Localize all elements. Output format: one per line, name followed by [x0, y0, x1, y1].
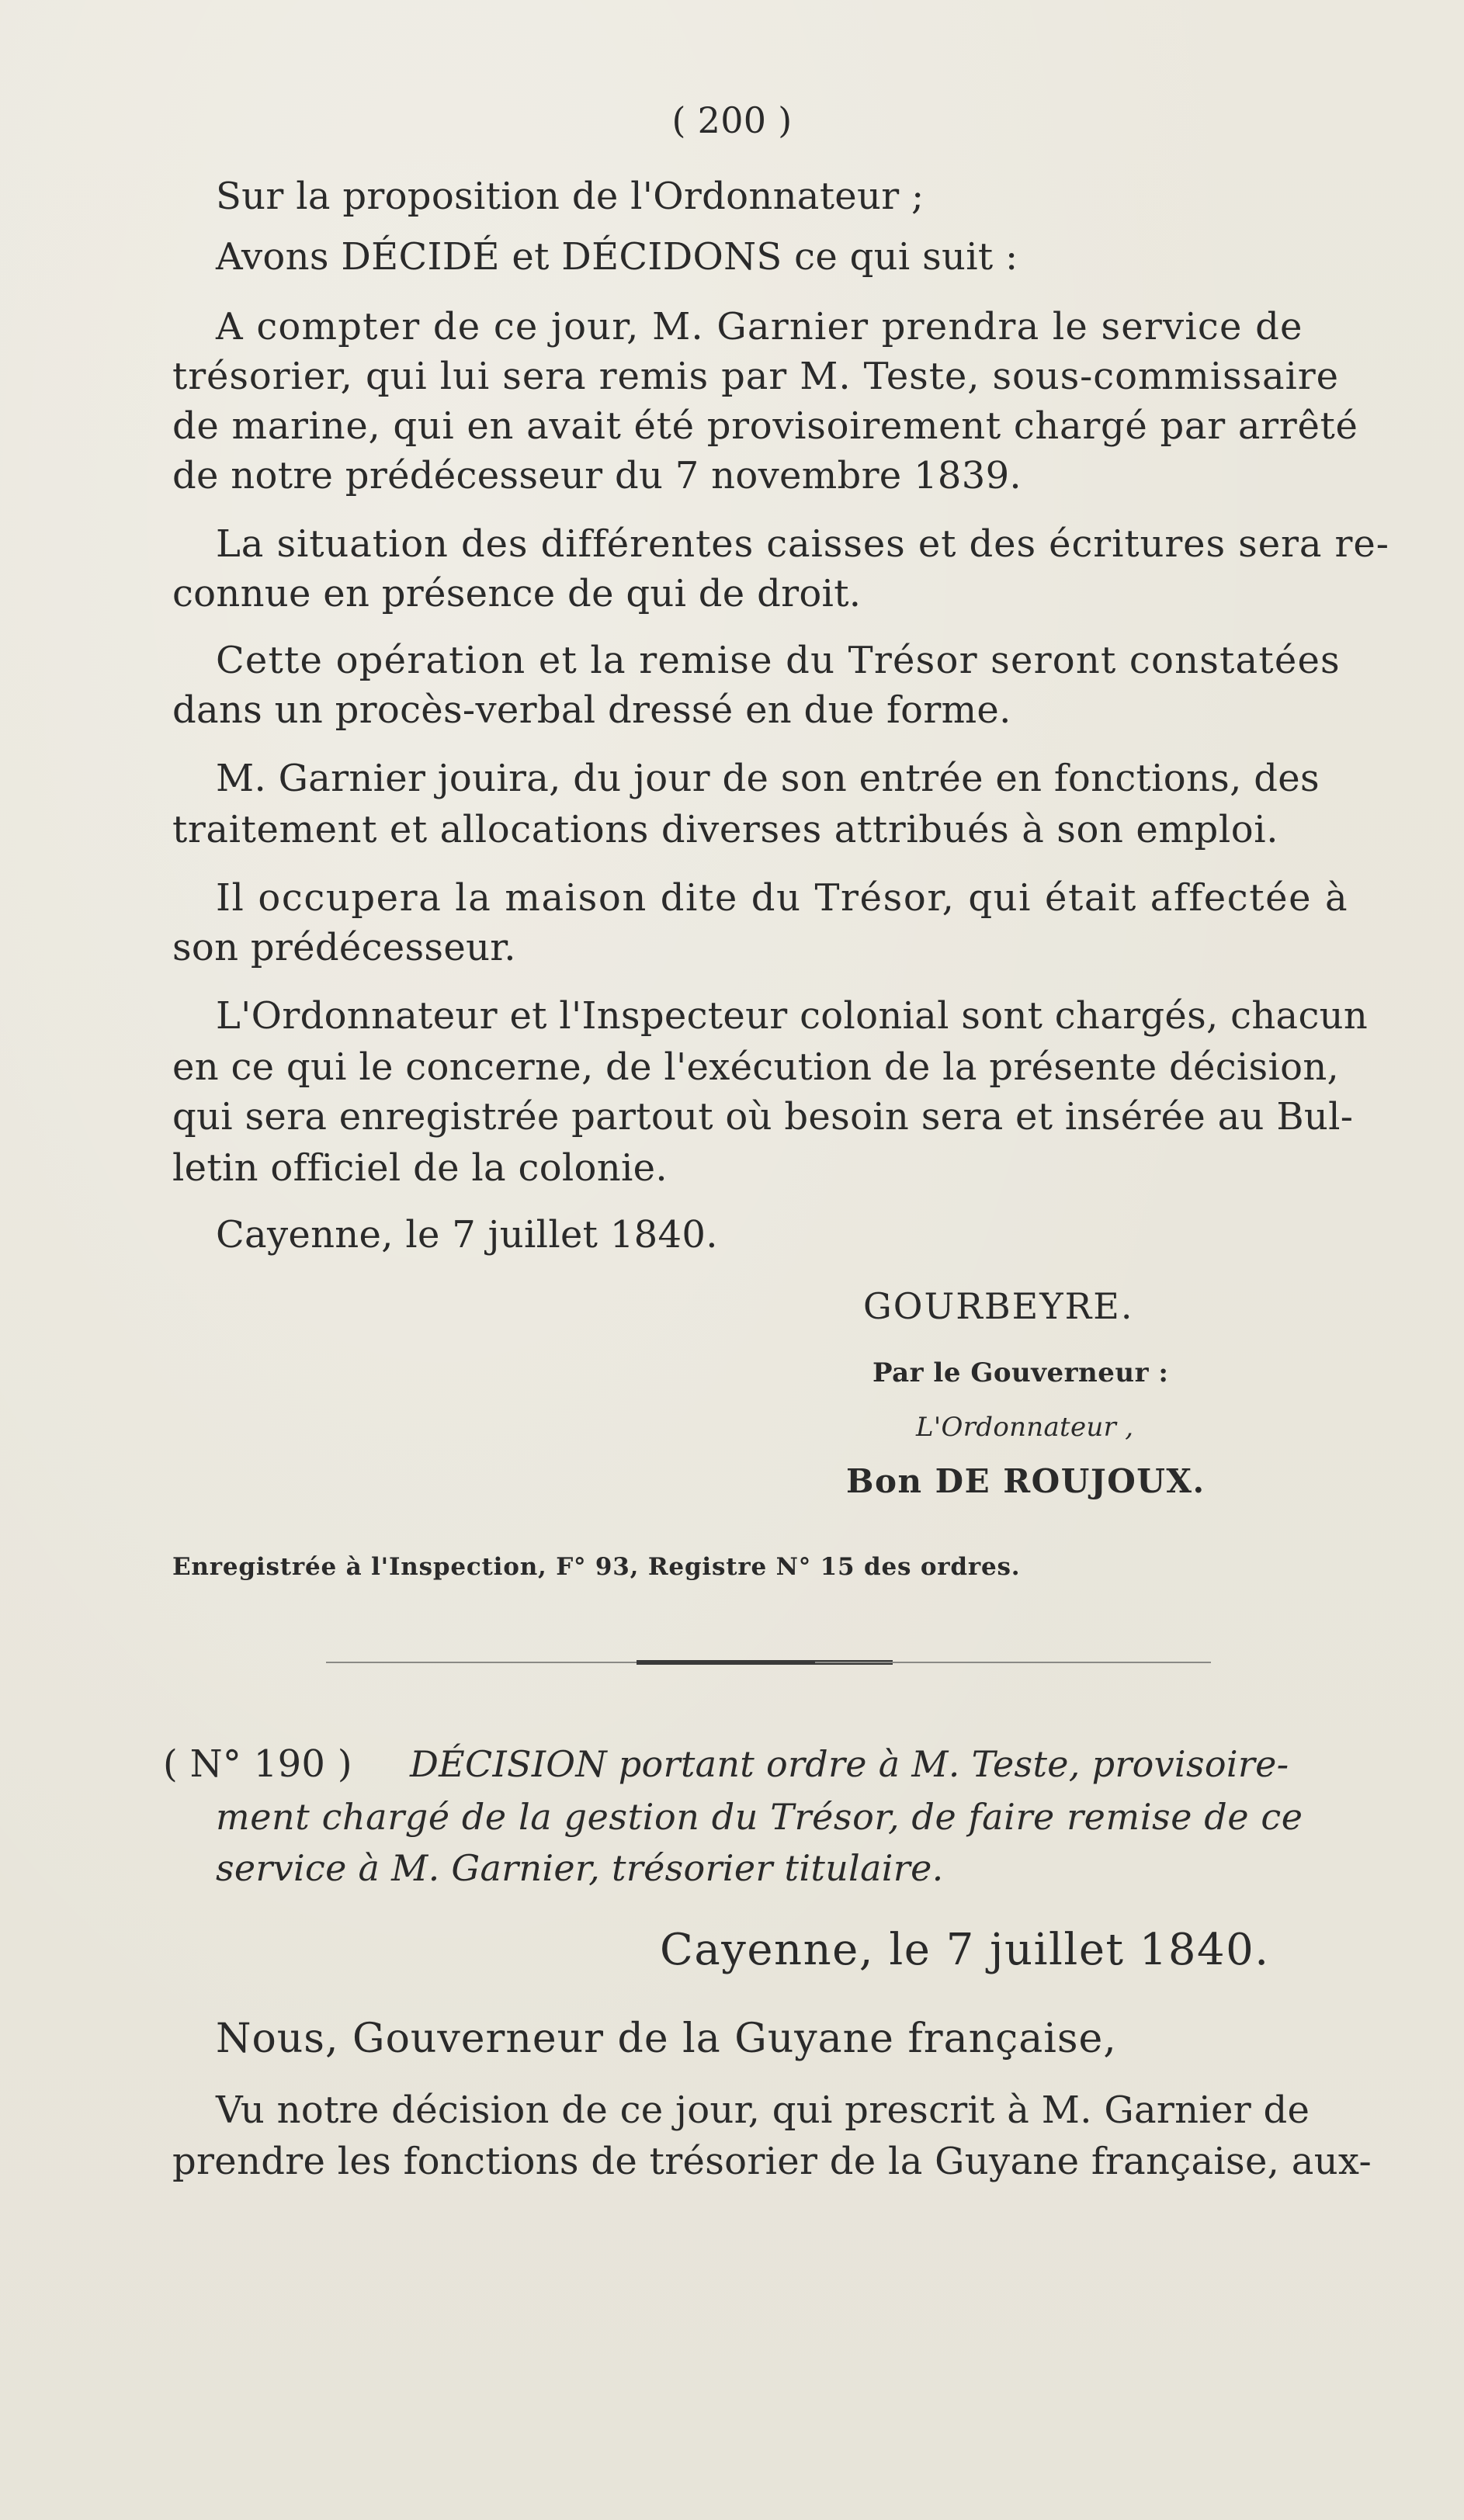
vu-line-1: Vu notre décision de ce jour, qui prescrit à M. Garnier de — [216, 2088, 1310, 2132]
date-line: Cayenne, le 7 juillet 1840. — [216, 1213, 718, 1257]
para-occupera-line-2: son prédécesseur. — [172, 926, 516, 969]
para-avons: Avons DÉCIDÉ et DÉCIDONS ce qui suit : — [216, 235, 1018, 279]
para-ordonnateur-line-4: letin officiel de la colonie. — [172, 1146, 668, 1190]
para-jouira-line-1: M. Garnier jouira, du jour de son entrée en fonctions, des — [216, 757, 1320, 800]
signature-par: Par le Gouverneur : — [873, 1357, 1169, 1388]
registration-note: Enregistrée à l'Inspection, F° 93, Registre N° 15 des ordres. — [172, 1553, 1021, 1581]
para-operation-line-2: dans un procès-verbal dressé en due forme. — [172, 688, 1011, 732]
decision-title-line-3: service à M. Garnier, trésorier titulaire. — [216, 1847, 944, 1889]
para-occupera-line-1: Il occupera la maison dite du Trésor, qui était affectée à — [216, 876, 1349, 920]
para-ordonnateur-line-3: qui sera enregistrée partout où besoin sera et insérée au Bul- — [172, 1095, 1354, 1139]
separator-rule-right — [815, 1662, 1211, 1663]
para-compter-line-4: de notre prédécesseur du 7 novembre 1839. — [172, 454, 1022, 497]
page-number: ( 200 ) — [671, 99, 793, 141]
signature-baron: Bon DE ROUJOUX. — [846, 1462, 1206, 1500]
vu-line-2: prendre les fonctions de trésorier de la Guyane française, aux- — [172, 2140, 1372, 2183]
decision-title-line-1: DÉCISION portant ordre à M. Teste, provisoire- — [410, 1743, 1289, 1785]
para-ordonnateur-line-2: en ce qui le concerne, de l'exécution de la présente décision, — [172, 1045, 1340, 1089]
para-proposition: Sur la proposition de l'Ordonnateur ; — [216, 175, 925, 218]
decision-number: ( N° 190 ) — [163, 1742, 352, 1786]
para-operation-line-1: Cette opération et la remise du Trésor seront constatées — [216, 639, 1341, 682]
nous-gouverneur: Nous, Gouverneur de la Guyane française, — [216, 2016, 1117, 2062]
decision-date: Cayenne, le 7 juillet 1840. — [660, 1925, 1270, 1975]
para-ordonnateur-line-1: L'Ordonnateur et l'Inspecteur colonial sont chargés, chacun — [216, 994, 1369, 1038]
para-compter-line-3: de marine, qui en avait été provisoirement chargé par arrêté — [172, 404, 1358, 448]
signature-role: L'Ordonnateur , — [916, 1412, 1134, 1443]
para-situation-line-1: La situation des différentes caisses et des écritures sera re- — [216, 522, 1389, 566]
decision-title-line-2: ment chargé de la gestion du Trésor, de faire remise de ce — [216, 1796, 1303, 1838]
para-compter-line-2: trésorier, qui lui sera remis par M. Teste, sous-commissaire — [172, 355, 1339, 398]
signature-name: GOURBEYRE. — [863, 1285, 1134, 1327]
para-compter-line-1: A compter de ce jour, M. Garnier prendra le service de — [216, 305, 1303, 348]
para-situation-line-2: connue en présence de qui de droit. — [172, 572, 862, 615]
para-jouira-line-2: traitement et allocations diverses attribués à son emploi. — [172, 808, 1279, 851]
